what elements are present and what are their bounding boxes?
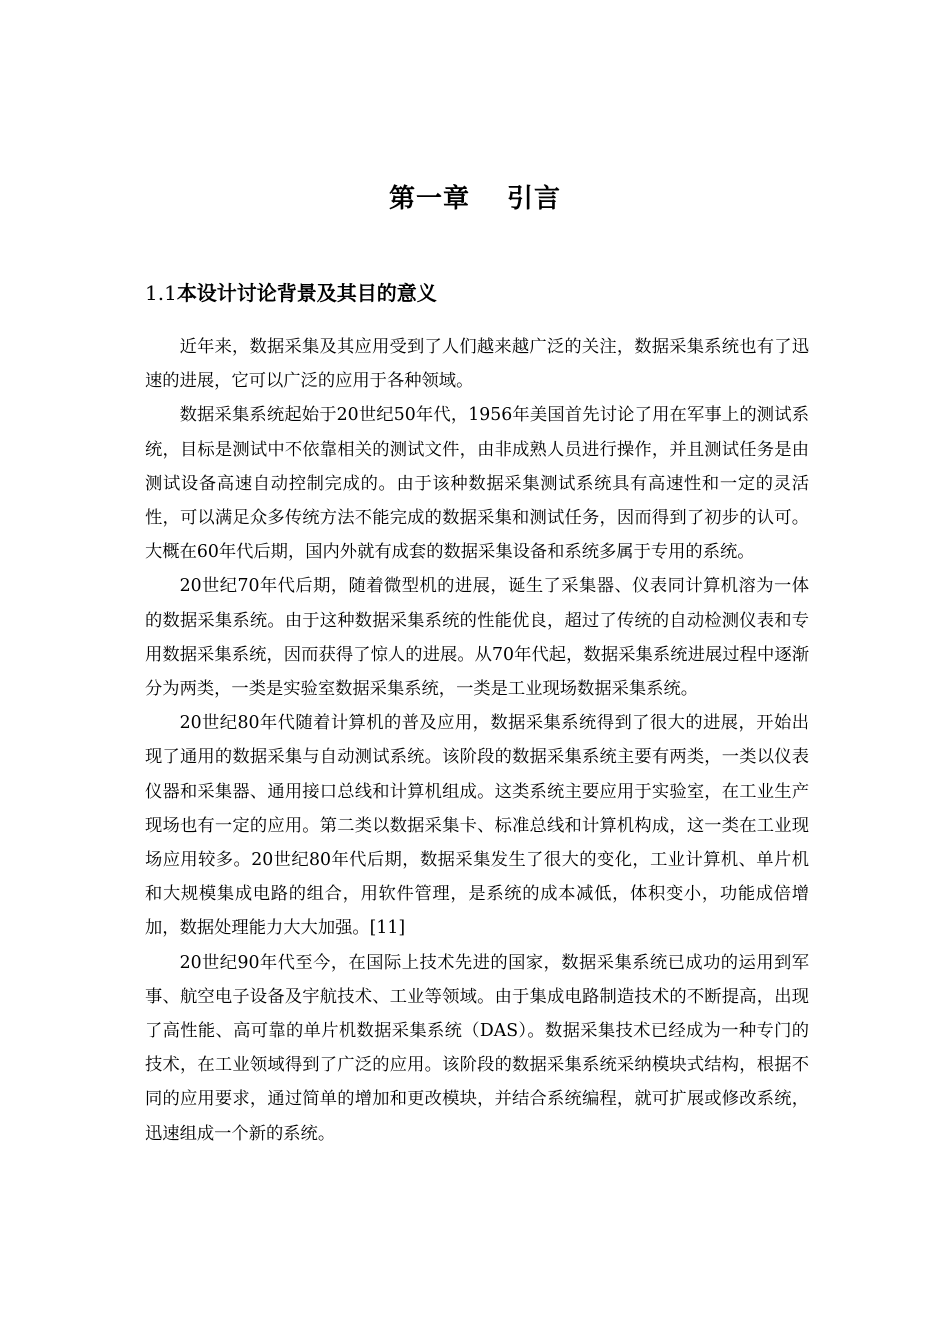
chapter-title: 第一章 引言: [388, 184, 562, 214]
paragraph-1: 近年来，数据采集及其应用受到了人们越来越广泛的关注，数据采集系统也有了迅速的进展，它可以广泛的应用于各种领域。: [145, 337, 809, 392]
paragraph-3: 20世纪70年代后期，随着微型机的进展，诞生了采集器、仪表同计算机溶为一体的数据采集系统。由于这种数据采集系统的性能优良，超过了传统的自动检测仪表和专用数据采集系统，因而获得了惊人的进展。从70年代起，数据采集系统进展过程中逐渐分为两类，一类是实验室数据采集系统，一类是工业现场数据采集系统。: [145, 576, 809, 700]
section-title: 本设计讨论背景及其目的意义: [176, 281, 437, 305]
body-text: [145, 330, 809, 1151]
paragraph-2: 数据采集系统起始于20世纪50年代，1956年美国首先讨论了用在军事上的测试系统，目标是测试中不依靠相关的测试文件，由非成熟人员进行操作，并且测试任务是由测试设备高速自动控制完成的。由于该种数据采集测试系统具有高速性和一定的灵活性，可以满足众多传统方法不能完成的数据采集和测试任务，因而得到了初步的认可。大概在60年代后期，国内外就有成套的数据采集设备和系统多属于专用的系统。: [145, 405, 809, 563]
paragraph-4: 20世纪80年代随着计算机的普及应用，数据采集系统得到了很大的进展，开始出现了通用的数据采集与自动测试系统。该阶段的数据采集系统主要有两类，一类以仪表仪器和采集器、通用接口总线和计算机组成。这类系统主要应用于实验室，在工业生产现场也有一定的应用。第二类以数据采集卡、标准总线和计算机构成，这一类在工业现场应用较多。20世纪80年代后期，数据采集发生了很大的变化，工业计算机、单片机和大规模集成电路的组合，用软件管理，是系统的成本减低，体积变小，功能成倍增加，数据处理能力大大加强。[11]: [145, 713, 809, 939]
section-number: 1.1: [145, 281, 177, 305]
section-heading: [145, 277, 815, 309]
paragraph-5: 20世纪90年代至今，在国际上技术先进的国家，数据采集系统已成功的运用到军事、航空电子设备及宇航技术、工业等领域。由于集成电路制造技术的不断提高，出现了高性能、高可靠的单片机数据采集系统（DAS）。数据采集技术已经成为一种专门的技术，在工业领域得到了广泛的应用。该阶段的数据采集系统采纳模块式结构，根据不同的应用要求，通过简单的增加和更改模块，并结合系统编程，就可扩展或修改系统，迅速组成一个新的系统。: [145, 952, 809, 1144]
